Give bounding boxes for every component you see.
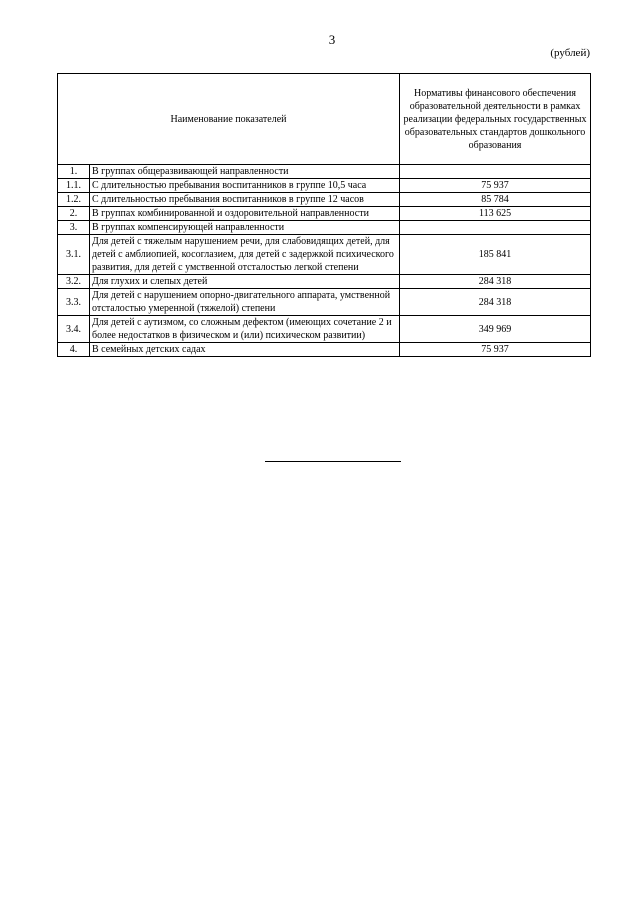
unit-label: (рублей) — [550, 47, 590, 59]
table-row — [58, 207, 591, 221]
table-row — [58, 179, 591, 193]
row-name: Для детей с нарушением опорно-двигательного аппарата, умственной отсталостью умеренной (тяжелой) степени — [90, 289, 400, 316]
row-number: 1.1. — [58, 179, 90, 193]
row-value — [400, 165, 591, 179]
table-row — [58, 235, 591, 275]
row-number: 2. — [58, 207, 90, 221]
table-row — [58, 316, 591, 343]
table-row — [58, 193, 591, 207]
row-value: 85 784 — [400, 193, 591, 207]
row-number: 1. — [58, 165, 90, 179]
table-body — [58, 165, 591, 357]
row-name: В группах комбинированной и оздоровительной направленности — [90, 207, 400, 221]
row-number: 3. — [58, 221, 90, 235]
page-number: 3 — [328, 32, 336, 47]
row-value: 349 969 — [400, 316, 591, 343]
row-value: 113 625 — [400, 207, 591, 221]
row-value: 75 937 — [400, 343, 591, 357]
row-name: Для детей с тяжелым нарушением речи, для слабовидящих детей, для детей с амблиопией, косоглазием, для детей с задержкой психического развития, для детей с умственной отсталостью легкой степени — [90, 235, 400, 275]
row-name: В семейных детских садах — [90, 343, 400, 357]
row-value: 75 937 — [400, 179, 591, 193]
row-number: 3.4. — [58, 316, 90, 343]
row-number: 3.3. — [58, 289, 90, 316]
row-value: 284 318 — [400, 289, 591, 316]
row-number: 4. — [58, 343, 90, 357]
row-value — [400, 221, 591, 235]
table-row — [58, 343, 591, 357]
row-name: С длительностью пребывания воспитанников в группе 12 часов — [90, 193, 400, 207]
table-row — [58, 275, 591, 289]
row-name: В группах компенсирующей направленности — [90, 221, 400, 235]
row-value: 185 841 — [400, 235, 591, 275]
row-number: 1.2. — [58, 193, 90, 207]
header-indicator-name: Наименование показателей — [58, 74, 400, 165]
row-name: Для детей с аутизмом, со сложным дефектом (имеющих сочетание 2 и более недостатков в физическом и (или) психическом развитии) — [90, 316, 400, 343]
row-name: Для глухих и слепых детей — [90, 275, 400, 289]
row-name: С длительностью пребывания воспитанников в группе 10,5 часа — [90, 179, 400, 193]
footer-rule — [265, 461, 401, 462]
row-number: 3.2. — [58, 275, 90, 289]
table-section-row — [58, 165, 591, 179]
norms-table — [57, 73, 591, 357]
header-norm-value: Нормативы финансового обеспечения образовательной деятельности в рамках реализации федеральных государственных образовательных стандартов дошкольного образования — [400, 74, 591, 165]
table-row — [58, 289, 591, 316]
row-number: 3.1. — [58, 235, 90, 275]
table-header-row — [58, 74, 591, 165]
row-value: 284 318 — [400, 275, 591, 289]
table-section-row — [58, 221, 591, 235]
row-name: В группах общеразвивающей направленности — [90, 165, 400, 179]
